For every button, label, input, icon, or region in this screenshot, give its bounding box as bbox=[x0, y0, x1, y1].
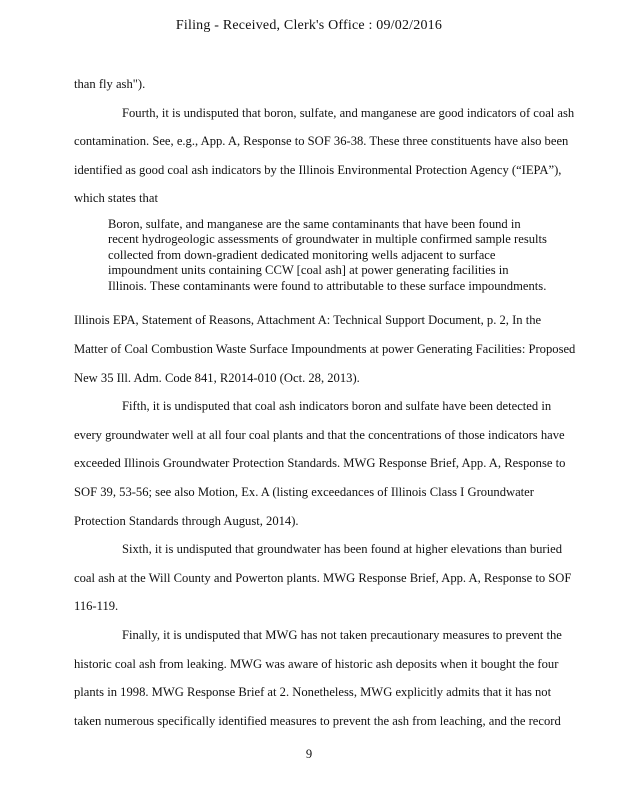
paragraph-fourth: Fourth, it is undisputed that boron, sulfate, and manganese are good indicators of coal ash contamination. See, e.g., App. A, Response to SOF 36-38. These three constituents have also been identified as good coal ash indicators by the Illinois Environmental Protection Agency (“IEPA”), which states that bbox=[74, 105, 575, 206]
paragraph-continuation: than fly ash"). bbox=[74, 77, 146, 91]
paragraph-sixth: Sixth, it is undisputed that groundwater has been found at higher elevations than buried coal ash at the Will County and Powerton plants. MWG Response Brief, App. A, Response to SOF 116-119. bbox=[74, 542, 572, 614]
paragraph-finally: Finally, it is undisputed that MWG has not taken precautionary measures to prevent the historic coal ash from leaking. MWG was aware of historic ash deposits when it bought the four plants in 1998. MWG Response Brief at 2. Nonetheless, MWG explicitly admits that it has not taken numerous specifically identified measures to prevent the ash from leaching, and the record bbox=[74, 628, 562, 728]
paragraph-fifth: Fifth, it is undisputed that coal ash indicators boron and sulfate have been detected in every groundwater well at all four coal plants and that the concentrations of those indicators have exceeded Illinois Groundwater Protection Standards. MWG Response Brief, App. A, Response to SOF 39, 53-56; see also Motion, Ex. A (listing exceedances of Illinois Class I Groundwater Protection Standards through August, 2014). bbox=[74, 399, 566, 528]
block-quote: Boron, sulfate, and manganese are the same contaminants that have been found in recent hydrogeologic assessments of groundwater in multiple confirmed sample results collected from down-gradient dedicated monitoring wells adjacent to surface impoundment units containing CCW [coal ash] at power generating facilities in Illinois. These contaminants were found to attributable to these surface impoundments. bbox=[108, 216, 547, 293]
filing-stamp-header: Filing - Received, Clerk's Office : 09/02/2016 bbox=[175, 18, 443, 33]
document-body bbox=[74, 70, 576, 735]
page-number: 9 bbox=[305, 747, 313, 761]
citation: Illinois EPA, Statement of Reasons, Attachment A: Technical Support Document, p. 2, In the Matter of Coal Combustion Waste Surface Impoundments at power Generating Facilities: Proposed New 35 Ill. Adm. Code 841, R2014-010 (Oct. 28, 2013). bbox=[74, 313, 576, 385]
